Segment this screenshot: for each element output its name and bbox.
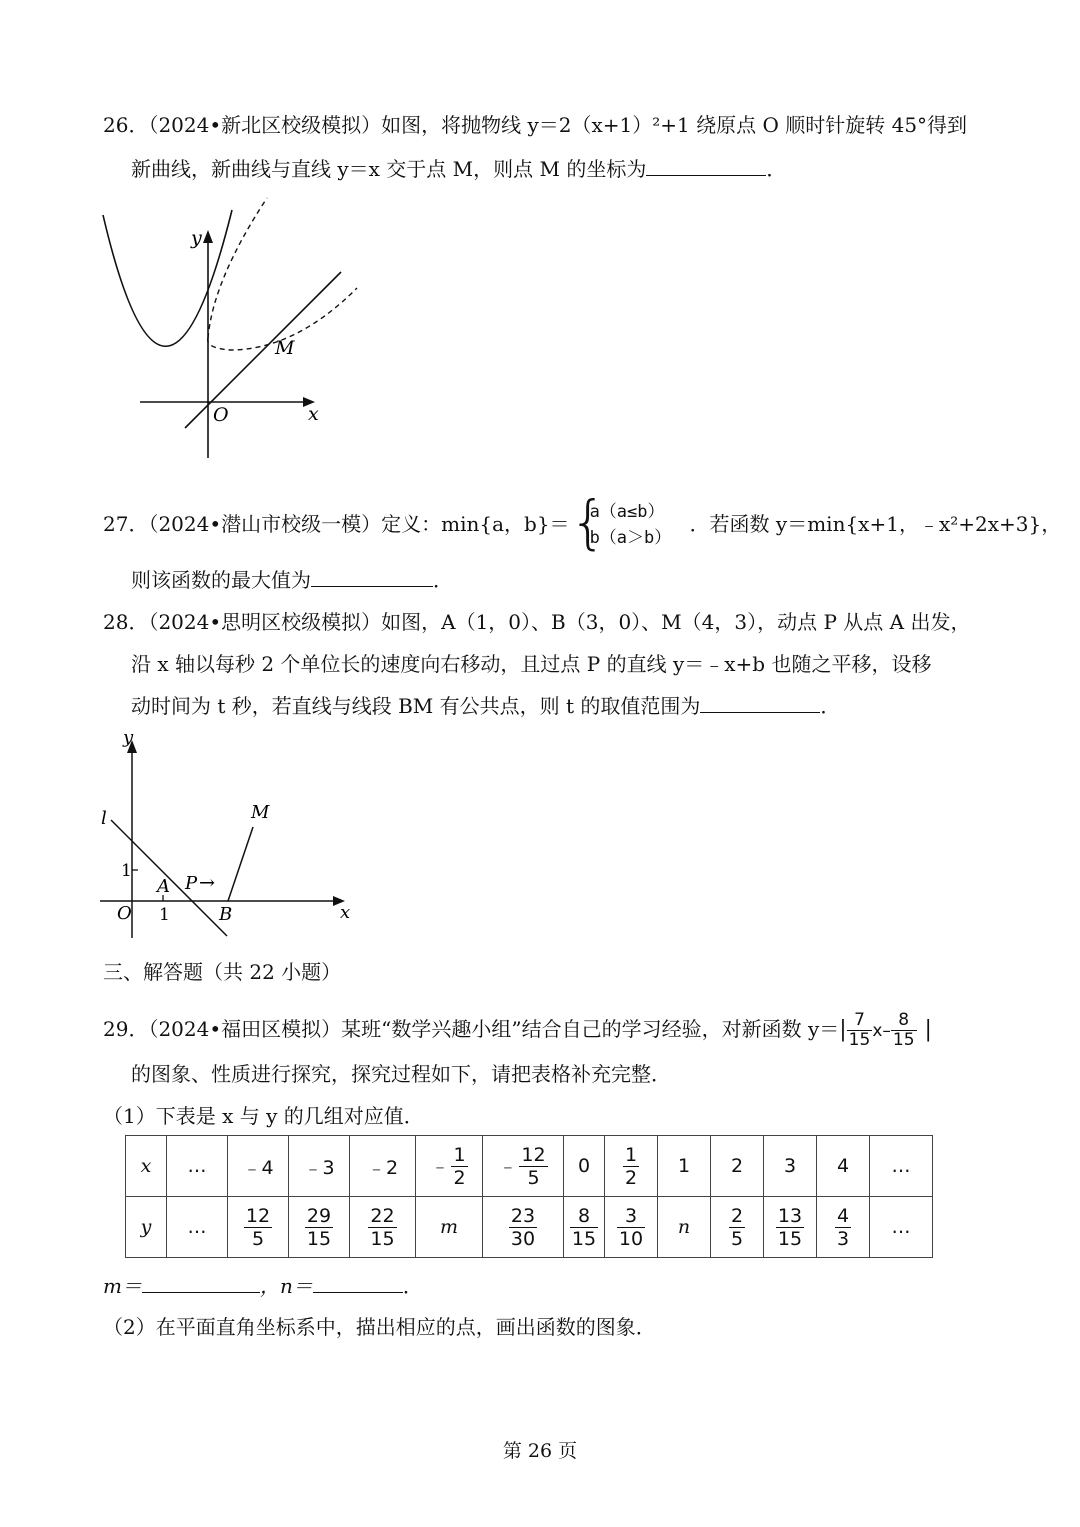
q28-line1: 28．（2024•思明区校级模拟）如图，A（1，0）、B（3，0）、M（4，3），动点 P 从点 A 出发，	[103, 610, 971, 634]
q29-abs-right: |	[924, 1017, 932, 1042]
table-cell: ﹣2	[350, 1136, 416, 1197]
fraction-denominator: 15	[571, 1227, 597, 1250]
q28-figure	[95, 728, 365, 943]
q27-piecewise	[569, 487, 690, 556]
table-cell: …	[167, 1197, 228, 1258]
table-cell	[817, 1197, 870, 1258]
fraction-numerator: 1	[624, 1143, 638, 1166]
q29-frac2-num: 8	[891, 1011, 917, 1031]
q27-case2: b（a＞b）	[589, 527, 672, 548]
q29-frac1-num: 7	[847, 1011, 873, 1031]
fraction-denominator: 30	[510, 1227, 536, 1250]
table-cell: n	[658, 1197, 711, 1258]
fraction-denominator: 15	[306, 1227, 332, 1250]
fraction-sign: ﹣	[498, 1154, 518, 1177]
q26-new-curve-upper	[208, 198, 267, 338]
table-cell: ﹣3	[289, 1136, 350, 1197]
fraction	[570, 1205, 598, 1250]
q29-mid: x–	[872, 1021, 891, 1041]
table-cell: m	[416, 1197, 483, 1258]
q29-value-table	[125, 1135, 933, 1258]
table-cell	[483, 1136, 564, 1197]
fraction	[368, 1205, 396, 1250]
q27-line1	[103, 487, 1062, 556]
section-title: 三、解答题（共 22 小题）	[103, 960, 342, 984]
fraction	[729, 1205, 745, 1250]
table-cell	[711, 1197, 764, 1258]
fraction-denominator: 5	[527, 1166, 540, 1189]
table-cell	[764, 1197, 817, 1258]
table-row-y	[126, 1197, 933, 1258]
q26-x-label: x	[308, 403, 319, 425]
fraction	[519, 1144, 547, 1189]
q29-part2: （2）在平面直角坐标系中，描出相应的点，画出函数的图象．	[103, 1315, 656, 1339]
q27-brace: {	[569, 487, 607, 556]
q27-line2	[131, 566, 453, 594]
q29-line1	[103, 1005, 932, 1053]
fraction-denominator: 15	[777, 1227, 803, 1250]
table-cell: …	[870, 1136, 933, 1197]
table-cell	[605, 1136, 658, 1197]
q28-line3-text: 动时间为 t 秒，若直线与线段 BM 有公共点，则 t 的取值范围为	[131, 694, 701, 718]
q29-abs-left: |	[839, 1017, 847, 1042]
q29-line2: 的图象、性质进行探究，探究过程如下，请把表格补充完整．	[131, 1062, 671, 1086]
q28-p-label: P	[185, 873, 198, 894]
q28-m-label: M	[251, 802, 270, 823]
q28-line3-end: ．	[820, 694, 841, 718]
table-cell	[289, 1197, 350, 1258]
table-cell	[228, 1197, 289, 1258]
q29-m-blank	[142, 1272, 260, 1293]
table-cell	[564, 1197, 605, 1258]
q28-b-label: B	[219, 904, 233, 925]
fraction	[623, 1144, 639, 1189]
table-cell: 0	[564, 1136, 605, 1197]
table-cell	[350, 1197, 416, 1258]
fraction	[617, 1205, 645, 1250]
q28-segment-bm	[228, 827, 253, 901]
fraction	[776, 1205, 804, 1250]
q27-line2-end: ．	[433, 568, 453, 592]
q28-arrow: →	[199, 872, 215, 894]
fraction	[244, 1205, 272, 1250]
q28-line2: 沿 x 轴以每秒 2 个单位长的速度向右移动，且过点 P 的直线 y＝﹣x+b 也随之平移，设移	[131, 652, 932, 676]
q28-one-y: 1	[121, 861, 132, 881]
q27-suffix: ．若函数 y＝min{x+1，﹣x²+2x+3}，	[689, 512, 1062, 536]
table-cell: 2	[711, 1136, 764, 1197]
table-cell: 1	[658, 1136, 711, 1197]
table-cell: 3	[764, 1136, 817, 1197]
fraction	[835, 1205, 851, 1250]
q26-origin-label: O	[213, 404, 229, 426]
q29-mn-end: ．	[402, 1274, 423, 1298]
fraction-numerator: 1	[453, 1143, 466, 1166]
q29-n-prefix: ，n＝	[259, 1274, 313, 1298]
table-row-x	[126, 1136, 933, 1197]
q28-o-label: O	[117, 903, 132, 924]
q29-prefix: 29．（2024•福田区模拟）某班“数学兴趣小组”结合自己的学习经验，对新函数 y＝	[103, 1017, 840, 1041]
table-x-label: x	[126, 1136, 167, 1197]
fraction-denominator: 5	[251, 1227, 265, 1250]
fraction-numerator: 29	[306, 1204, 332, 1227]
q26-line1: 26．（2024•新北区校级模拟）如图，将抛物线 y＝2（x+1）²+1 绕原点 O 顺时针旋转 45°得到	[103, 113, 968, 137]
fraction-numerator: 3	[617, 1205, 645, 1228]
q29-mn-line	[103, 1272, 423, 1300]
q29-frac1	[847, 1011, 873, 1050]
q27-line2-text: 则该函数的最大值为	[131, 568, 311, 592]
q26-answer-blank	[646, 155, 766, 176]
q26-parabola	[103, 210, 232, 346]
table-cell	[605, 1197, 658, 1258]
q28-x-label: x	[340, 902, 351, 923]
q28-l-label: l	[101, 808, 107, 829]
q28-answer-blank	[700, 692, 820, 713]
fraction-denominator: 2	[453, 1166, 466, 1189]
fraction-sign: ﹣	[430, 1154, 450, 1177]
q29-frac2	[891, 1011, 917, 1050]
fraction-numerator: 13	[777, 1204, 803, 1227]
fraction-numerator: 2	[730, 1204, 744, 1227]
q26-line2-text: 新曲线，新曲线与直线 y＝x 交于点 M，则点 M 的坐标为	[131, 157, 647, 181]
table-cell: …	[167, 1136, 228, 1197]
table-cell: ﹣4	[228, 1136, 289, 1197]
q29-part1: （1）下表是 x 与 y 的几组对应值．	[103, 1104, 424, 1128]
table-cell: 4	[817, 1136, 870, 1197]
q26-line2	[131, 155, 786, 183]
fraction	[305, 1205, 333, 1250]
table-y-label: y	[126, 1197, 167, 1258]
q28-a-label: A	[157, 876, 170, 897]
fraction-denominator: 10	[618, 1227, 644, 1250]
q27-answer-blank	[311, 566, 433, 587]
q29-frac1-den: 15	[848, 1030, 871, 1050]
q26-y-arrow	[203, 230, 213, 243]
fraction-numerator: 23	[510, 1204, 536, 1227]
q27-prefix: 27．（2024•潜山市校级一模）定义：min{a，b}＝	[103, 512, 570, 536]
table-cell: …	[870, 1197, 933, 1258]
fraction	[509, 1205, 537, 1250]
fraction-numerator: 4	[836, 1204, 850, 1227]
fraction-numerator: 8	[570, 1205, 598, 1228]
fraction-denominator: 15	[370, 1227, 395, 1250]
q29-frac2-den: 15	[892, 1030, 915, 1050]
fraction-denominator: 5	[730, 1227, 744, 1250]
q27-case1: a（a≤b）	[589, 501, 665, 522]
fraction-numerator: 12	[245, 1204, 271, 1227]
q29-n-blank	[313, 1272, 403, 1293]
page-number: 第 26 页	[502, 1440, 578, 1462]
table-cell	[416, 1136, 483, 1197]
q28-y-label: y	[123, 728, 134, 748]
fraction-numerator: 22	[370, 1204, 395, 1227]
fraction	[451, 1144, 467, 1189]
q28-one-x: 1	[159, 905, 170, 925]
table-cell	[483, 1197, 564, 1258]
fraction-numerator: 12	[521, 1143, 546, 1166]
fraction-denominator: 3	[836, 1227, 850, 1250]
q29-m-prefix: m＝	[103, 1274, 142, 1298]
q26-y-label: y	[191, 227, 202, 249]
fraction-denominator: 2	[624, 1166, 638, 1189]
q28-line3	[131, 692, 840, 720]
q26-figure	[95, 190, 370, 465]
q26-line2-end: ．	[766, 157, 787, 181]
q26-m-label: M	[275, 337, 295, 359]
